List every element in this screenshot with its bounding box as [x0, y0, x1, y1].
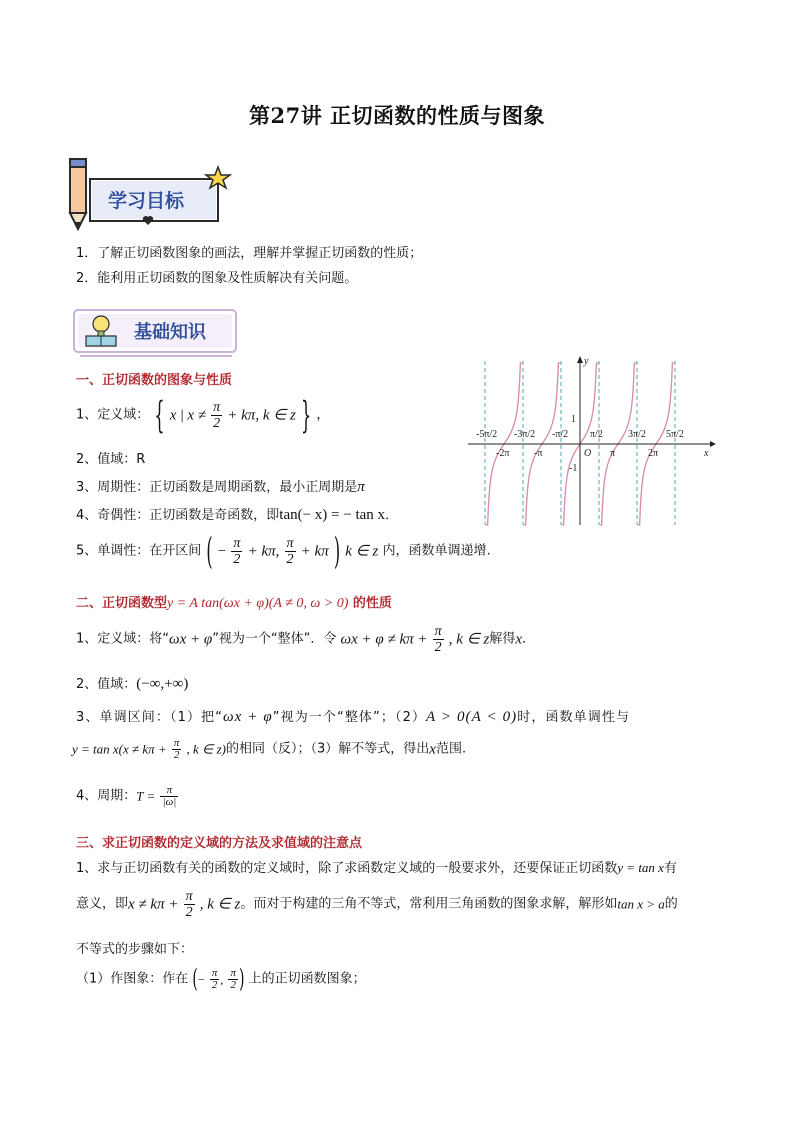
x-tick-label: π/2 — [590, 429, 603, 440]
domain-line: 1、定义域： { x | x ≠ $\frac{\pi}{2}$ + kπ, k ∈ z } ， — [76, 392, 330, 437]
s2-monotonic-line-1: 3、单调区间：（1）把“ωx + φ”视为一个“整体”；（2）A > 0(A < 0)时，函数单调性与 — [76, 709, 631, 725]
x-axis-arrow — [710, 441, 716, 447]
period-line: 3、周期性：正切函数是周期函数，最小正周期是π — [76, 479, 365, 495]
objectives-badge-label: 学习目标 — [108, 190, 185, 212]
basics-badge — [72, 308, 242, 358]
section1-heading: 一、正切函数的图象与性质 — [76, 373, 233, 388]
fraction: $\frac{\pi}{2}$ — [213, 400, 221, 431]
s2-monotonic-line-2: y = tan x(x ≠ kπ + $\frac{\pi}{2}$ , k ∈ z)的相同（反）；（3）解不等式，得出x范围. — [72, 737, 467, 761]
odd-line: 4、奇偶性：正切函数是奇函数，即tan(− x) = − tan x． — [76, 507, 399, 523]
s2-range-line: 2、值域：(−∞,+∞) — [76, 676, 189, 692]
objective-item-1: 1．了解正切函数图象的画法，理解并掌握正切函数的性质； — [76, 246, 423, 261]
monotonic-line: 5、单调性：在开区间 ( − $\frac{\pi}{2}$ + kπ, $\frac{\pi}{2}$ + kπ ) k ∈ z 内，函数单调递增. — [76, 528, 491, 573]
s2-domain-line: 1、定义域：将“ωx + φ”视为一个“整体”．令 ωx + φ ≠ kπ + $\frac{\pi}{2}$ , k ∈ z解得x． — [76, 624, 536, 655]
section2-heading: 二、正切函数型y = A tan(ωx + φ)(A ≠ 0, ω > 0) 的性质 — [76, 596, 392, 611]
x-tick-label: -5π/2 — [476, 429, 498, 440]
x-tick-label: -3π/2 — [514, 429, 536, 440]
tangent-graph — [466, 355, 716, 530]
section3-heading: 三、求正切函数的定义域的方法及求值域的注意点 — [76, 836, 363, 851]
x-axis-label: x — [704, 448, 709, 459]
x-tick-label: -2π — [496, 448, 510, 459]
s3-paragraph-line-2: 意义，即x ≠ kπ + $\frac{\pi}{2}$ , k ∈ z。而对于构建的三角不等式，常利用三角函数的图象求解，解形如tan x > a的 — [76, 889, 678, 920]
x-tick-label: 5π/2 — [666, 429, 684, 440]
y-axis-label: y — [584, 356, 589, 367]
s3-paragraph-line-1: 1、求与正切函数有关的函数的定义域时，除了求函数定义域的一般要求外，还要保证正切函数y = tan x有 — [76, 860, 677, 876]
heart-icon — [143, 216, 153, 225]
y-axis-arrow — [577, 356, 583, 363]
basics-badge-label: 基础知识 — [134, 322, 206, 343]
tick-label-1: 1 — [571, 414, 576, 425]
pencil-icon — [70, 159, 86, 229]
x-tick-label: π — [610, 448, 616, 459]
x-tick-label: 2π — [648, 448, 659, 459]
objectives-badge — [64, 155, 240, 233]
x-tick-label: -π/2 — [552, 429, 569, 440]
x-tick-label: -π — [534, 448, 543, 459]
tick-label-neg1: -1 — [569, 463, 578, 474]
objective-item-2: 2．能利用正切函数的图象及性质解决有关问题。 — [76, 271, 358, 286]
s2-period-line: 4、周期：T = $\frac{\pi}{|\omega|}$ — [76, 784, 177, 808]
x-tick-label: 3π/2 — [628, 429, 646, 440]
s3-paragraph-line-3: 不等式的步骤如下： — [76, 942, 194, 957]
s3-step-1: （1）作图象：作在 (− $\frac{\pi}{2}$ , $\frac{\pi}{2}$ ) 上的正切函数图象； — [76, 965, 366, 994]
origin-label: O — [584, 448, 592, 459]
range-line: 2、值域：R — [76, 452, 146, 467]
page-title: 第27讲 正切函数的性质与图象 — [248, 103, 546, 128]
